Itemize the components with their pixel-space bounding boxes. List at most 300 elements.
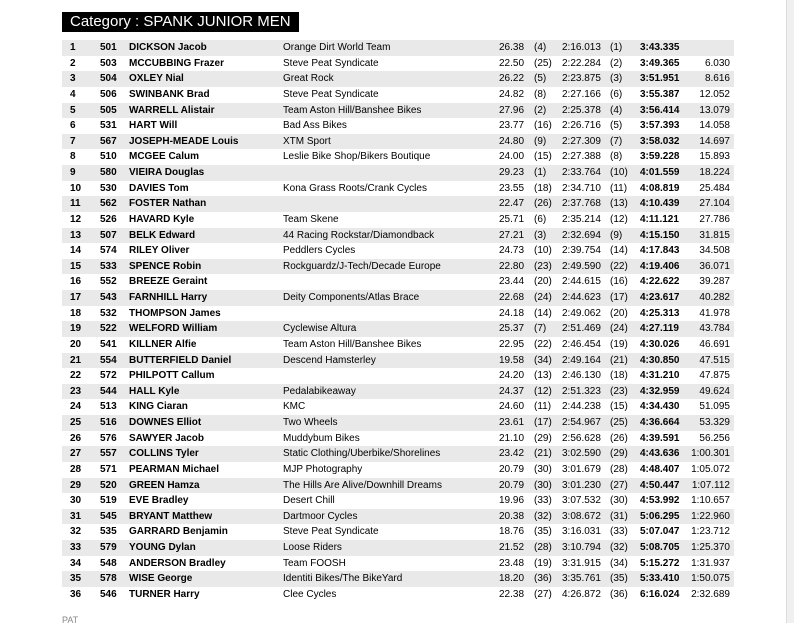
- run-time-cell: 3:07.532: [562, 495, 601, 507]
- team-cell: Great Rock: [283, 73, 334, 85]
- gap-cell: 15.893: [699, 151, 730, 163]
- total-time-cell: 4:19.406: [640, 260, 680, 272]
- run-rank-cell: (19): [610, 338, 628, 350]
- team-cell: Cyclewise Altura: [283, 323, 357, 335]
- total-time-cell: 5:33.410: [640, 573, 680, 585]
- run-time-cell: 2:27.166: [562, 88, 601, 100]
- split-time-cell: 22.95: [499, 338, 525, 350]
- team-cell: Pedalabikeaway: [283, 385, 356, 397]
- position-cell: 17: [70, 292, 82, 303]
- split-time-cell: 26.38: [499, 42, 525, 53]
- run-time-cell: 2:22.284: [562, 57, 601, 69]
- position-cell: 28: [70, 463, 82, 475]
- run-time-cell: 2:34.710: [562, 182, 601, 194]
- race-number-cell: 580: [100, 167, 117, 178]
- gap-cell: 51.095: [699, 401, 730, 413]
- rider-name-cell: HALL Kyle: [129, 385, 180, 397]
- split-rank-cell: (8): [534, 88, 547, 100]
- table-row: [62, 399, 734, 415]
- split-rank-cell: (1): [534, 167, 547, 178]
- position-cell: 33: [70, 542, 82, 553]
- rider-name-cell: BELK Edward: [129, 229, 196, 241]
- team-cell: MJP Photography: [283, 463, 363, 475]
- team-cell: Loose Riders: [283, 542, 342, 553]
- run-rank-cell: (33): [610, 526, 628, 538]
- run-time-cell: 2:46.454: [562, 338, 601, 350]
- run-rank-cell: (1): [610, 42, 623, 53]
- position-cell: 30: [70, 495, 82, 507]
- total-time-cell: 4:17.843: [640, 245, 680, 257]
- rider-name-cell: KILLNER Alfie: [129, 338, 197, 350]
- split-rank-cell: (18): [534, 182, 552, 194]
- race-number-cell: 552: [100, 276, 117, 288]
- split-time-cell: 24.80: [499, 135, 525, 147]
- team-cell: Peddlers Cycles: [283, 245, 356, 257]
- total-time-cell: 4:15.150: [640, 229, 680, 241]
- split-time-cell: 29.23: [499, 167, 525, 178]
- split-time-cell: 24.00: [499, 151, 525, 163]
- table-row: [62, 478, 734, 494]
- table-row: [62, 181, 734, 197]
- gap-cell: 53.329: [699, 417, 730, 428]
- gap-cell: 1:10.657: [691, 495, 730, 507]
- team-cell: Dartmoor Cycles: [283, 510, 358, 522]
- run-rank-cell: (36): [610, 588, 628, 600]
- run-rank-cell: (31): [610, 510, 628, 522]
- split-rank-cell: (7): [534, 323, 547, 335]
- position-cell: 20: [70, 338, 82, 350]
- split-rank-cell: (6): [534, 213, 547, 225]
- race-number-cell: 516: [100, 417, 117, 428]
- split-rank-cell: (22): [534, 338, 552, 350]
- gap-cell: 1:05.072: [691, 463, 730, 475]
- split-time-cell: 26.22: [499, 73, 525, 85]
- run-time-cell: 2:49.062: [562, 307, 601, 319]
- scrollbar[interactable]: [786, 0, 794, 623]
- race-number-cell: 557: [100, 448, 117, 460]
- run-time-cell: 2:49.164: [562, 354, 601, 366]
- split-time-cell: 23.44: [499, 276, 525, 288]
- race-number-cell: 541: [100, 338, 117, 350]
- gap-cell: 13.079: [699, 104, 730, 116]
- run-rank-cell: (17): [610, 292, 628, 303]
- rider-name-cell: BUTTERFIELD Daniel: [129, 354, 232, 366]
- team-cell: XTM Sport: [283, 135, 331, 147]
- run-rank-cell: (26): [610, 432, 628, 444]
- table-row: [62, 462, 734, 478]
- total-time-cell: 4:31.210: [640, 370, 680, 382]
- split-time-cell: 22.50: [499, 57, 525, 69]
- run-time-cell: 2:39.754: [562, 245, 601, 257]
- run-rank-cell: (35): [610, 573, 628, 585]
- run-time-cell: 2:44.615: [562, 276, 601, 288]
- run-time-cell: 2:26.716: [562, 120, 601, 132]
- race-number-cell: 510: [100, 151, 117, 163]
- position-cell: 19: [70, 323, 82, 335]
- race-number-cell: 562: [100, 198, 117, 210]
- total-time-cell: 4:34.430: [640, 401, 680, 413]
- total-time-cell: 3:55.387: [640, 88, 680, 100]
- run-time-cell: 3:10.794: [562, 542, 601, 553]
- team-cell: Steve Peat Syndicate: [283, 57, 379, 69]
- split-rank-cell: (17): [534, 417, 552, 428]
- race-number-cell: 576: [100, 432, 117, 444]
- run-time-cell: 3:01.230: [562, 479, 601, 491]
- table-row: [62, 212, 734, 228]
- split-rank-cell: (24): [534, 292, 552, 303]
- run-rank-cell: (4): [610, 104, 623, 116]
- gap-cell: 27.786: [699, 213, 730, 225]
- split-rank-cell: (34): [534, 354, 552, 366]
- team-cell: Clee Cycles: [283, 588, 337, 600]
- gap-cell: 1:07.112: [691, 479, 730, 491]
- position-cell: 23: [70, 385, 82, 397]
- total-time-cell: 5:07.047: [640, 526, 680, 538]
- position-cell: 13: [70, 229, 82, 241]
- position-cell: 1: [70, 42, 76, 53]
- run-time-cell: 3:01.679: [562, 463, 601, 475]
- split-rank-cell: (15): [534, 151, 552, 163]
- run-rank-cell: (13): [610, 198, 628, 210]
- total-time-cell: 3:58.032: [640, 135, 680, 147]
- race-number-cell: 526: [100, 213, 117, 225]
- gap-cell: 2:32.689: [691, 588, 730, 600]
- rider-name-cell: GREEN Hamza: [129, 479, 200, 491]
- race-number-cell: 548: [100, 557, 117, 569]
- split-rank-cell: (21): [534, 448, 552, 460]
- table-row: [62, 149, 734, 165]
- run-rank-cell: (11): [610, 182, 628, 194]
- run-rank-cell: (28): [610, 463, 628, 475]
- race-number-cell: 507: [100, 229, 117, 241]
- race-number-cell: 579: [100, 542, 117, 553]
- rider-name-cell: WELFORD William: [129, 323, 218, 335]
- table-row: [62, 556, 734, 572]
- split-time-cell: 24.60: [499, 401, 525, 413]
- team-cell: Identiti Bikes/The BikeYard: [283, 573, 403, 585]
- position-cell: 14: [70, 245, 82, 257]
- split-time-cell: 27.21: [499, 229, 525, 241]
- table-row: [62, 431, 734, 447]
- table-row: [62, 446, 734, 462]
- split-rank-cell: (28): [534, 542, 552, 553]
- split-rank-cell: (20): [534, 276, 552, 288]
- split-time-cell: 27.96: [499, 104, 525, 116]
- table-row: [62, 71, 734, 87]
- total-time-cell: 4:11.121: [640, 213, 679, 225]
- split-rank-cell: (19): [534, 557, 552, 569]
- rider-name-cell: PEARMAN Michael: [129, 463, 220, 475]
- split-rank-cell: (25): [534, 57, 552, 69]
- split-time-cell: 22.38: [499, 588, 525, 600]
- run-time-cell: 3:31.915: [562, 557, 601, 569]
- race-number-cell: 578: [100, 573, 117, 585]
- gap-cell: 27.104: [699, 198, 730, 210]
- rider-name-cell: OXLEY Nial: [129, 73, 184, 85]
- position-cell: 22: [70, 370, 82, 382]
- split-time-cell: 25.37: [499, 323, 525, 335]
- total-time-cell: 3:59.228: [640, 151, 680, 163]
- split-rank-cell: (13): [534, 370, 552, 382]
- rider-name-cell: RILEY Oliver: [129, 245, 190, 257]
- team-cell: Leslie Bike Shop/Bikers Boutique: [283, 151, 431, 163]
- race-number-cell: 554: [100, 354, 117, 366]
- team-cell: Bad Ass Bikes: [283, 120, 347, 132]
- total-time-cell: 4:32.959: [640, 385, 680, 397]
- run-rank-cell: (6): [610, 88, 623, 100]
- position-cell: 6: [70, 120, 76, 132]
- split-time-cell: 23.77: [499, 120, 525, 132]
- rider-name-cell: MCGEE Calum: [129, 151, 200, 163]
- team-cell: The Hills Are Alive/Downhill Dreams: [283, 479, 442, 491]
- gap-cell: 43.784: [699, 323, 730, 335]
- race-number-cell: 546: [100, 588, 117, 600]
- gap-cell: 1:23.712: [691, 526, 730, 538]
- total-time-cell: 3:56.414: [640, 104, 680, 116]
- run-time-cell: 3:02.590: [562, 448, 601, 460]
- position-cell: 31: [70, 510, 82, 522]
- position-cell: 27: [70, 448, 82, 460]
- gap-cell: 1:50.075: [691, 573, 730, 585]
- table-row: [62, 196, 734, 212]
- total-time-cell: 6:16.024: [640, 588, 680, 600]
- split-rank-cell: (14): [534, 307, 552, 319]
- split-rank-cell: (27): [534, 588, 552, 600]
- total-time-cell: 5:08.705: [640, 542, 680, 553]
- race-number-cell: 574: [100, 245, 117, 257]
- race-number-cell: 532: [100, 307, 117, 319]
- split-time-cell: 19.58: [499, 354, 525, 366]
- race-number-cell: 520: [100, 479, 117, 491]
- run-rank-cell: (2): [610, 57, 623, 69]
- race-number-cell: 505: [100, 104, 117, 116]
- gap-cell: 47.515: [699, 354, 730, 366]
- race-number-cell: 545: [100, 510, 117, 522]
- total-time-cell: 4:43.636: [640, 448, 680, 460]
- split-rank-cell: (2): [534, 104, 547, 116]
- run-rank-cell: (7): [610, 135, 623, 147]
- run-rank-cell: (3): [610, 73, 623, 85]
- run-time-cell: 2:49.590: [562, 260, 601, 272]
- race-number-cell: 506: [100, 88, 117, 100]
- total-time-cell: 4:22.622: [640, 276, 680, 288]
- team-cell: Steve Peat Syndicate: [283, 88, 379, 100]
- race-number-cell: 535: [100, 526, 117, 538]
- run-rank-cell: (18): [610, 370, 628, 382]
- table-row: [62, 384, 734, 400]
- run-time-cell: 2:46.130: [562, 370, 601, 382]
- position-cell: 34: [70, 557, 82, 569]
- position-cell: 9: [70, 167, 76, 178]
- run-rank-cell: (16): [610, 276, 628, 288]
- total-time-cell: 4:39.591: [640, 432, 680, 444]
- split-time-cell: 23.61: [499, 417, 525, 428]
- race-number-cell: 571: [100, 463, 117, 475]
- run-rank-cell: (30): [610, 495, 628, 507]
- position-cell: 7: [70, 135, 76, 147]
- run-time-cell: 2:33.764: [562, 167, 601, 178]
- total-time-cell: 4:53.992: [640, 495, 680, 507]
- rider-name-cell: THOMPSON James: [129, 307, 221, 319]
- rider-name-cell: TURNER Harry: [129, 588, 200, 600]
- race-number-cell: 543: [100, 292, 117, 303]
- run-rank-cell: (34): [610, 557, 628, 569]
- table-row: [62, 337, 734, 353]
- position-cell: 21: [70, 354, 82, 366]
- team-cell: Team Aston Hill/Banshee Bikes: [283, 104, 422, 116]
- rider-name-cell: MCCUBBING Frazer: [129, 57, 225, 69]
- run-time-cell: 2:35.214: [562, 213, 601, 225]
- split-time-cell: 20.79: [499, 463, 525, 475]
- split-time-cell: 24.82: [499, 88, 525, 100]
- gap-cell: 1:25.370: [691, 542, 730, 553]
- split-time-cell: 24.37: [499, 385, 525, 397]
- split-rank-cell: (16): [534, 120, 552, 132]
- rider-name-cell: BREEZE Geraint: [129, 276, 208, 288]
- table-row: [62, 165, 734, 181]
- gap-cell: 49.624: [699, 385, 730, 397]
- split-time-cell: 18.76: [499, 526, 525, 538]
- table-row: [62, 243, 734, 259]
- run-rank-cell: (12): [610, 213, 628, 225]
- table-row: [62, 415, 734, 431]
- position-cell: 11: [70, 198, 81, 210]
- total-time-cell: 5:06.295: [640, 510, 680, 522]
- table-row: [62, 306, 734, 322]
- split-time-cell: 21.10: [499, 432, 525, 444]
- rider-name-cell: WISE George: [129, 573, 193, 585]
- rider-name-cell: WARRELL Alistair: [129, 104, 215, 116]
- total-time-cell: 4:10.439: [640, 198, 680, 210]
- split-time-cell: 23.55: [499, 182, 525, 194]
- run-rank-cell: (20): [610, 307, 628, 319]
- gap-cell: 6.030: [704, 57, 730, 69]
- split-rank-cell: (4): [534, 42, 547, 53]
- rider-name-cell: JOSEPH-MEADE Louis: [129, 135, 239, 147]
- rider-name-cell: COLLINS Tyler: [129, 448, 199, 460]
- run-rank-cell: (24): [610, 323, 628, 335]
- run-rank-cell: (22): [610, 260, 628, 272]
- race-number-cell: 530: [100, 182, 117, 194]
- split-time-cell: 24.20: [499, 370, 525, 382]
- split-rank-cell: (11): [534, 401, 552, 413]
- run-time-cell: 2:23.875: [562, 73, 601, 85]
- position-cell: 32: [70, 526, 82, 538]
- total-time-cell: 4:27.119: [640, 323, 679, 335]
- table-row: [62, 571, 734, 587]
- total-time-cell: 3:43.335: [640, 42, 680, 53]
- team-cell: Descend Hamsterley: [283, 354, 376, 366]
- split-rank-cell: (29): [534, 432, 552, 444]
- split-time-cell: 22.47: [499, 198, 525, 210]
- split-time-cell: 20.79: [499, 479, 525, 491]
- total-time-cell: 4:50.447: [640, 479, 680, 491]
- team-cell: Static Clothing/Uberbike/Shorelines: [283, 448, 441, 460]
- position-cell: 8: [70, 151, 76, 163]
- split-rank-cell: (10): [534, 245, 552, 257]
- gap-cell: 34.508: [699, 245, 730, 257]
- total-time-cell: 4:30.026: [640, 338, 680, 350]
- race-number-cell: 531: [100, 120, 117, 132]
- gap-cell: 12.052: [699, 88, 730, 100]
- race-number-cell: 533: [100, 260, 117, 272]
- team-cell: 44 Racing Rockstar/Diamondback: [283, 229, 435, 241]
- run-rank-cell: (25): [610, 417, 628, 428]
- position-cell: 3: [70, 73, 76, 85]
- table-row: [62, 87, 734, 103]
- split-rank-cell: (5): [534, 73, 547, 85]
- run-time-cell: 2:44.238: [562, 401, 601, 413]
- rider-name-cell: SAWYER Jacob: [129, 432, 205, 444]
- position-cell: 24: [70, 401, 82, 413]
- rider-name-cell: FOSTER Nathan: [129, 198, 207, 210]
- split-time-cell: 21.52: [499, 542, 525, 553]
- run-rank-cell: (14): [610, 245, 628, 257]
- run-rank-cell: (21): [610, 354, 628, 366]
- gap-cell: 14.697: [699, 135, 730, 147]
- position-cell: 35: [70, 573, 82, 585]
- gap-cell: 1:22.960: [691, 510, 730, 522]
- run-time-cell: 3:35.761: [562, 573, 601, 585]
- split-rank-cell: (23): [534, 260, 552, 272]
- run-time-cell: 2:51.323: [562, 385, 601, 397]
- team-cell: Orange Dirt World Team: [283, 42, 391, 53]
- team-cell: Team FOOSH: [283, 557, 346, 569]
- table-row: [62, 540, 734, 556]
- table-row: [62, 587, 734, 603]
- race-number-cell: 513: [100, 401, 117, 413]
- run-time-cell: 2:27.388: [562, 151, 601, 163]
- run-time-cell: 3:08.672: [562, 510, 601, 522]
- run-time-cell: 2:16.013: [562, 42, 601, 53]
- position-cell: 4: [70, 88, 76, 100]
- split-time-cell: 23.42: [499, 448, 525, 460]
- table-row: [62, 368, 734, 384]
- gap-cell: 47.875: [699, 370, 730, 382]
- table-row: [62, 509, 734, 525]
- run-time-cell: 4:26.872: [562, 588, 601, 600]
- run-rank-cell: (29): [610, 448, 628, 460]
- race-number-cell: 567: [100, 135, 117, 147]
- split-time-cell: 20.38: [499, 510, 525, 522]
- split-rank-cell: (26): [534, 198, 552, 210]
- race-number-cell: 544: [100, 385, 117, 397]
- split-time-cell: 24.73: [499, 245, 525, 257]
- rider-name-cell: SPENCE Robin: [129, 260, 202, 272]
- split-time-cell: 25.71: [499, 213, 525, 225]
- gap-cell: 31.815: [699, 229, 730, 241]
- rider-name-cell: YOUNG Dylan: [129, 542, 196, 553]
- run-time-cell: 2:54.967: [562, 417, 601, 428]
- team-cell: Muddybum Bikes: [283, 432, 360, 444]
- team-cell: Two Wheels: [283, 417, 338, 428]
- table-row: [62, 524, 734, 540]
- run-time-cell: 2:56.628: [562, 432, 601, 444]
- rider-name-cell: SWINBANK Brad: [129, 88, 210, 100]
- race-number-cell: 572: [100, 370, 117, 382]
- position-cell: 36: [70, 588, 82, 600]
- team-cell: Steve Peat Syndicate: [283, 526, 379, 538]
- team-cell: KMC: [283, 401, 306, 413]
- gap-cell: 1:31.937: [691, 557, 730, 569]
- total-time-cell: 4:01.559: [640, 167, 680, 178]
- position-cell: 26: [70, 432, 82, 444]
- split-time-cell: 18.20: [499, 573, 525, 585]
- rider-name-cell: DICKSON Jacob: [129, 42, 207, 53]
- table-row: [62, 259, 734, 275]
- position-cell: 2: [70, 57, 76, 69]
- run-time-cell: 2:44.623: [562, 292, 601, 303]
